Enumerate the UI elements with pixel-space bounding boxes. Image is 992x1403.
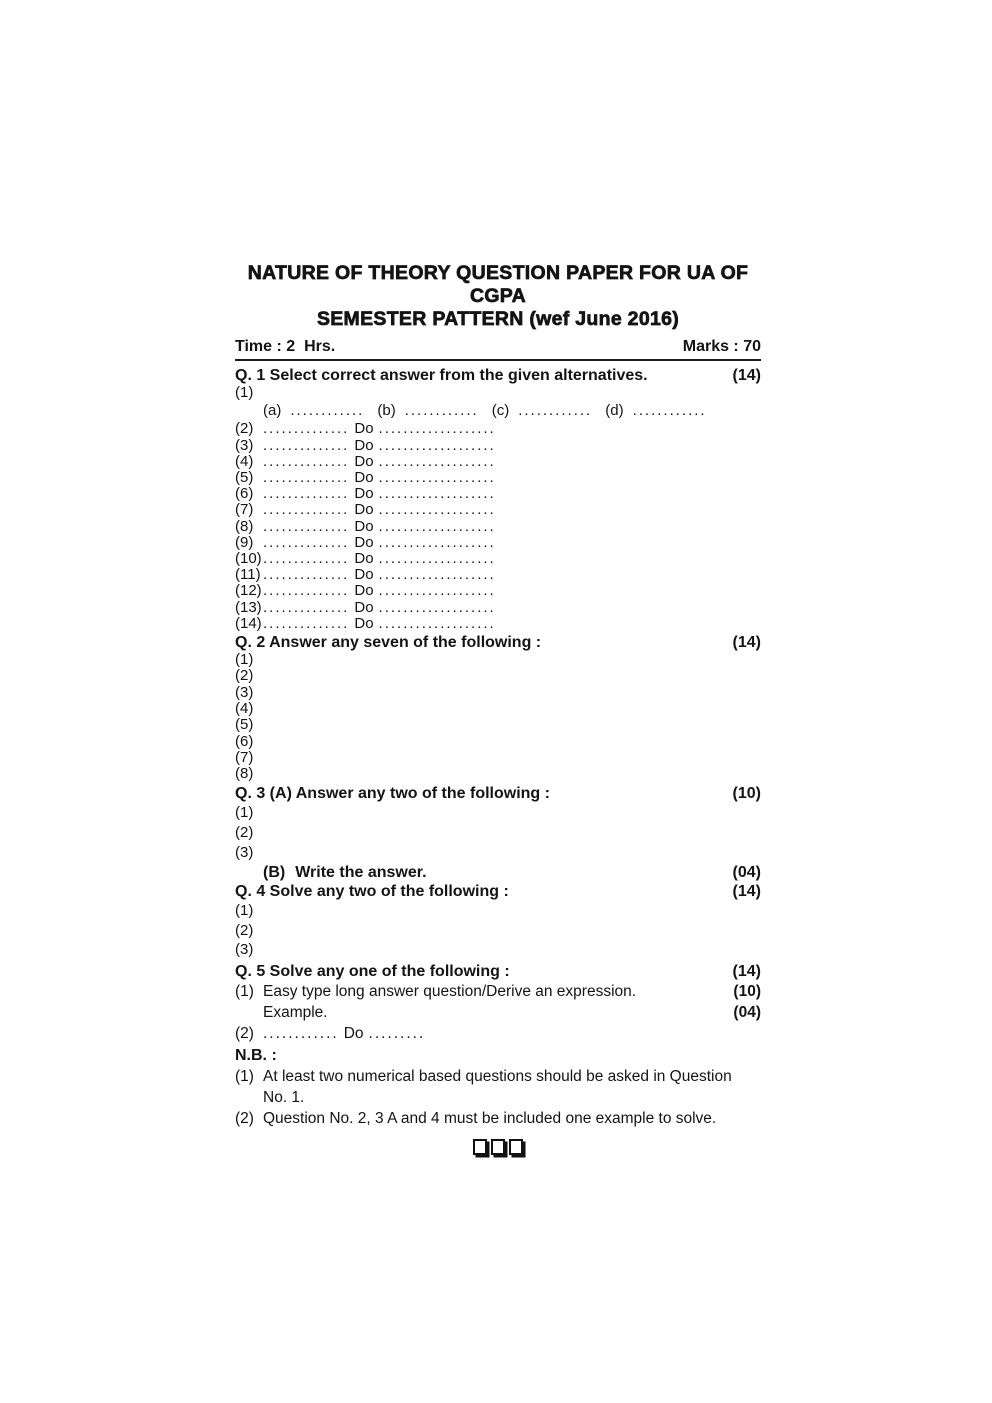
- row-dots: ..............: [263, 469, 350, 487]
- row-dots: ..............: [263, 452, 350, 470]
- q2-item: (5): [235, 716, 254, 734]
- row-dots: ..............: [263, 485, 350, 503]
- title-line-2: SEMESTER PATTERN (wef June 2016): [316, 308, 680, 330]
- row-do: Do: [354, 436, 374, 454]
- q3-part-b-marks: (04): [732, 863, 761, 881]
- q3-item: (1): [235, 804, 254, 822]
- q5-heading: Q. 5 Solve any one of the following :: [235, 963, 510, 981]
- row-do: Do: [354, 517, 374, 535]
- q1-heading: Q. 1 Select correct answer from the given alternatives.: [235, 367, 648, 384]
- row-num: (3): [235, 436, 254, 454]
- option-b-dots: ............: [404, 402, 479, 420]
- q3-item: (3): [235, 844, 254, 862]
- q1-do-row: [235, 486, 761, 502]
- row-dots: ..............: [263, 436, 350, 454]
- row-dots: ..............: [263, 566, 350, 584]
- row-dots: ...................: [378, 452, 496, 470]
- option-d-dots: ............: [632, 402, 707, 420]
- nb-item-2-num: (2): [235, 1110, 254, 1128]
- option-d: [605, 402, 706, 419]
- option-a: [263, 402, 364, 419]
- option-c-dots: ............: [518, 402, 593, 420]
- q5-item-2-row: [235, 1023, 761, 1044]
- q3-heading: Q. 3 (A) Answer any two of the following :: [235, 785, 550, 803]
- option-d-label: (d): [605, 402, 624, 420]
- row-dots: ...................: [378, 566, 496, 584]
- row-do: Do: [354, 452, 374, 470]
- q5-item-1-example-row: [235, 1002, 761, 1023]
- q1-do-row: [235, 502, 761, 518]
- q1-item-1: (1): [235, 384, 254, 401]
- row-num: (4): [235, 452, 254, 470]
- time-marks-row: [235, 338, 761, 361]
- nb-item-2: [235, 1109, 761, 1130]
- time-label: Time : 2 Hrs.: [235, 338, 336, 355]
- q5-example-text: Example.: [263, 1004, 328, 1022]
- row-num: (13): [235, 598, 262, 616]
- q2-item: (4): [235, 699, 254, 717]
- q2-item: (3): [235, 683, 254, 701]
- q5-item-2-dots: ............: [263, 1025, 339, 1043]
- row-dots: ..............: [263, 501, 350, 519]
- row-num: (7): [235, 501, 254, 519]
- q3-part-b-row: [235, 863, 761, 883]
- row-num: (9): [235, 533, 254, 551]
- option-b: [377, 402, 478, 419]
- row-dots: ...................: [378, 533, 496, 551]
- row-dots: ...................: [378, 485, 496, 503]
- q4-heading: Q. 4 Solve any two of the following :: [235, 882, 509, 900]
- row-dots: ..............: [263, 582, 350, 600]
- row-do: Do: [354, 485, 374, 503]
- row-dots: ...................: [378, 517, 496, 535]
- row-dots: ...................: [378, 420, 496, 438]
- row-dots: ..............: [263, 550, 350, 568]
- row-dots: ...................: [378, 614, 496, 632]
- q1-do-row: [235, 421, 761, 437]
- q1-do-row: [235, 519, 761, 535]
- nb-heading: N.B. :: [235, 1047, 277, 1065]
- q3-marks: (10): [732, 785, 761, 803]
- row-do: Do: [354, 582, 374, 600]
- row-num: (6): [235, 485, 254, 503]
- row-num: (11): [235, 566, 261, 584]
- option-c: [492, 402, 593, 419]
- row-dots: ...................: [378, 436, 496, 454]
- q1-do-row: [235, 470, 761, 486]
- q4-item: (3): [235, 941, 254, 959]
- nb-item-1-num: (1): [235, 1068, 254, 1086]
- row-num: (10): [235, 550, 262, 568]
- q1-do-row: [235, 438, 761, 454]
- q1-do-row: [235, 535, 761, 551]
- q4-item: (2): [235, 921, 254, 939]
- row-dots: ...................: [378, 469, 496, 487]
- q5-item-2-dots: .........: [368, 1025, 426, 1043]
- q2-heading: Q. 2 Answer any seven of the following :: [235, 634, 542, 652]
- q2-item: (1): [235, 651, 254, 669]
- row-dots: ..............: [263, 614, 350, 632]
- row-num: (14): [235, 614, 262, 632]
- row-do: Do: [354, 598, 374, 616]
- row-num: (8): [235, 517, 254, 535]
- q2-item: (8): [235, 765, 254, 783]
- q5-item-2-do: Do: [343, 1025, 364, 1043]
- nb-item-1: [235, 1067, 761, 1108]
- q3-part-b-text: Write the answer.: [295, 863, 427, 881]
- option-a-label: (a): [263, 402, 282, 420]
- q3-part-b-label: (B): [263, 863, 286, 881]
- q1-do-row: [235, 583, 761, 599]
- q2-item: (7): [235, 748, 254, 766]
- row-dots: ...................: [378, 582, 496, 600]
- q2-item: (6): [235, 732, 254, 750]
- q1-marks: (14): [732, 367, 761, 384]
- option-c-label: (c): [491, 402, 510, 420]
- q3-item: (2): [235, 824, 254, 842]
- row-dots: ..............: [263, 598, 350, 616]
- q1-do-row: [235, 567, 761, 583]
- shadowed-square-icon: [509, 1139, 523, 1155]
- shadowed-square-icon: [473, 1139, 487, 1155]
- row-do: Do: [354, 550, 374, 568]
- q5-heading-row: [235, 963, 761, 981]
- q1-do-row: [235, 616, 761, 632]
- q2-heading-row: [235, 634, 761, 652]
- q4-marks: (14): [732, 882, 761, 900]
- row-dots: ...................: [378, 598, 496, 616]
- row-dots: ..............: [263, 517, 350, 535]
- document-content: [235, 262, 761, 1155]
- option-b-label: (b): [377, 402, 396, 420]
- row-dots: ...................: [378, 550, 496, 568]
- option-a-dots: ............: [290, 402, 365, 420]
- row-do: Do: [354, 566, 374, 584]
- q5-item-1-marks: (10): [733, 983, 761, 1001]
- row-do: Do: [354, 533, 374, 551]
- shadowed-square-icon: [491, 1139, 505, 1155]
- row-do: Do: [354, 420, 374, 438]
- q1-do-row: [235, 454, 761, 470]
- q1-options-row: [235, 402, 761, 419]
- title-line-1: NATURE OF THEORY QUESTION PAPER FOR UA OF CGPA: [247, 262, 749, 307]
- row-do: Do: [354, 614, 374, 632]
- q5-item-1-num: (1): [235, 983, 254, 1001]
- q4-heading-row: [235, 883, 761, 901]
- row-dots: ...................: [378, 501, 496, 519]
- q5-example-marks: (04): [733, 1004, 761, 1022]
- q2-item: (2): [235, 667, 254, 685]
- q4-item: (1): [235, 901, 254, 919]
- q5-item-2-num: (2): [235, 1025, 254, 1043]
- q5-marks: (14): [732, 963, 761, 981]
- row-do: Do: [354, 469, 374, 487]
- page-title: [235, 262, 761, 331]
- row-num: (5): [235, 469, 254, 487]
- row-num: (12): [235, 582, 262, 600]
- nb-item-2-text: Question No. 2, 3 A and 4 must be included one example to solve.: [263, 1110, 717, 1128]
- q2-marks: (14): [732, 634, 761, 652]
- nb-item-1-text: At least two numerical based questions should be asked in Question No. 1.: [263, 1068, 732, 1106]
- row-num: (2): [235, 420, 254, 438]
- row-do: Do: [354, 501, 374, 519]
- q1-do-row: [235, 551, 761, 567]
- q1-do-row: [235, 600, 761, 616]
- row-dots: ..............: [263, 420, 350, 438]
- q1-heading-row: [235, 367, 761, 385]
- row-dots: ..............: [263, 533, 350, 551]
- q5-item-1-row: [235, 981, 761, 1002]
- total-marks-label: Marks : 70: [682, 338, 761, 355]
- q3-heading-row: [235, 785, 761, 803]
- end-marker: [235, 1139, 761, 1155]
- q5-item-1-text: Easy type long answer question/Derive an expression.: [263, 983, 637, 1001]
